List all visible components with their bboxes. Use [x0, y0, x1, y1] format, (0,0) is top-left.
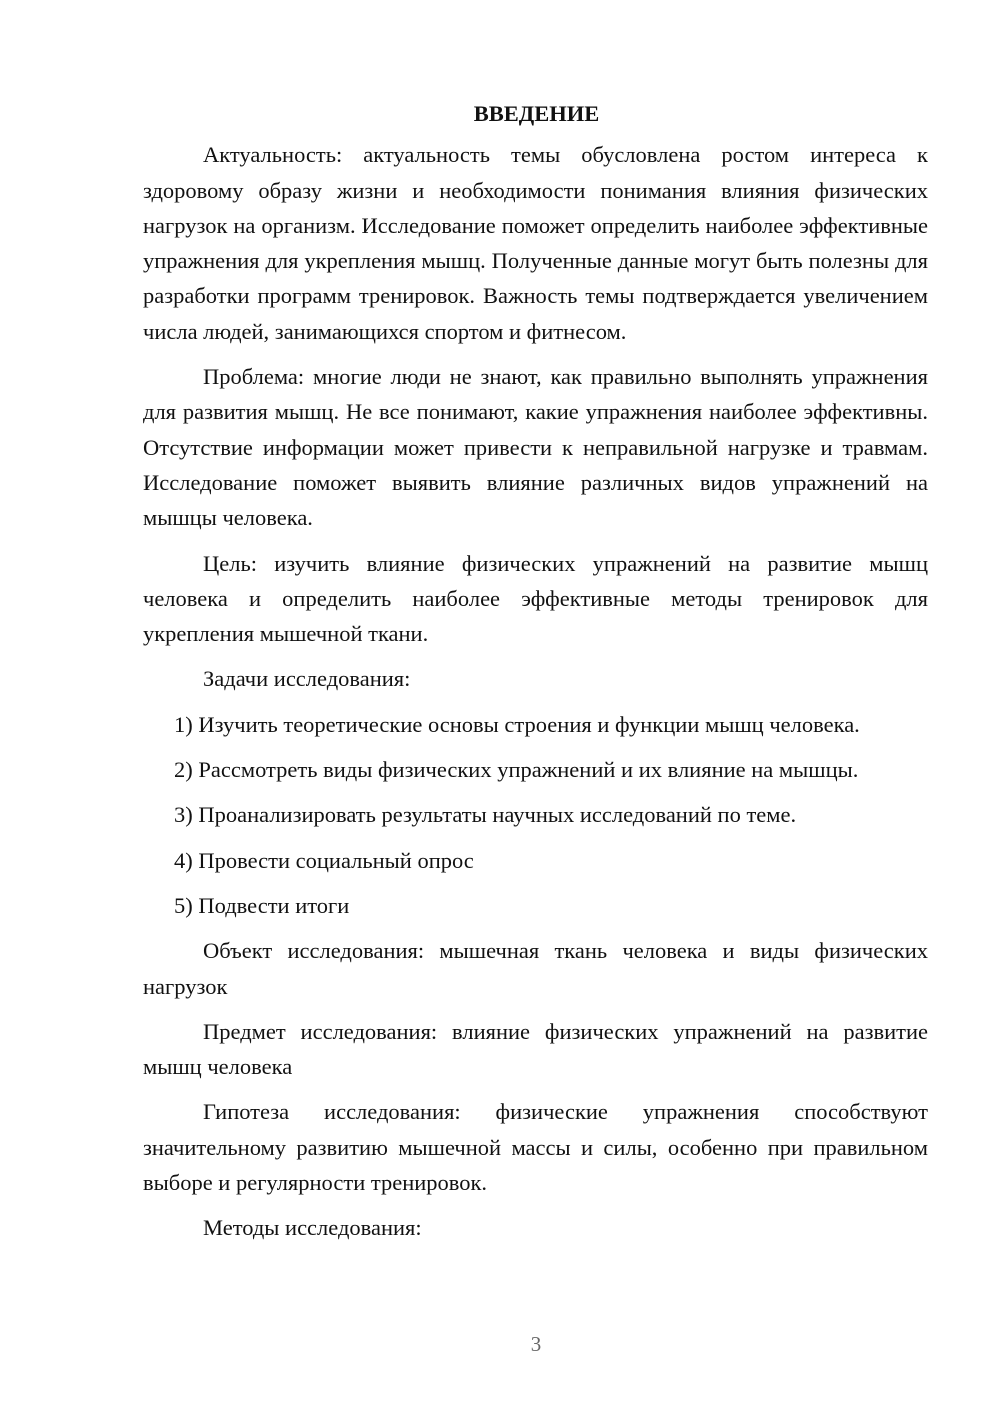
object-paragraph: Объект исследования: мышечная ткань человека и виды физических нагрузок — [143, 938, 928, 999]
page-content — [143, 96, 928, 1256]
tasks-list — [143, 707, 928, 923]
task-item: 4) Провести социальный опрос — [174, 847, 474, 873]
hypothesis-paragraph: Гипотеза исследования: физические упражнения способствуют значительному развитию мышечной массы и силы, особенно при правильном выборе и регулярности тренировок. — [143, 1099, 928, 1196]
task-item: 3) Проанализировать результаты научных исследований по теме. — [174, 802, 797, 828]
page-heading: ВВЕДЕНИЕ — [473, 101, 600, 126]
problem-paragraph: Проблема: многие люди не знают, как правильно выполнять упражнения для развития мышц. Не все понимают, какие упражнения наиболее эффективны. Отсутствие информации может привести к неправильной нагрузке и травмам. Исследование поможет выявить влияние различных видов упражнений на мышцы человека. — [143, 364, 928, 531]
task-item: 2) Рассмотреть виды физических упражнений и их влияние на мышцы. — [174, 757, 859, 783]
relevance-paragraph: Актуальность: актуальность темы обусловлена ростом интереса к здоровому образу жизни и необходимости понимания влияния физических нагрузок на организм. Исследование поможет определить наиболее эффективные упражнения для укрепления мышц. Полученные данные могут быть полезны для разработки программ тренировок. Важность темы подтверждается увеличением числа людей, занимающихся спортом и фитнесом. — [143, 142, 928, 344]
task-item: 5) Подвести итоги — [174, 892, 350, 918]
methods-title: Методы исследования: — [203, 1215, 422, 1241]
tasks-title: Задачи исследования: — [203, 666, 411, 692]
page-number: 3 — [530, 1332, 542, 1356]
subject-paragraph: Предмет исследования: влияние физических упражнений на развитие мышц человека — [143, 1018, 928, 1080]
goal-paragraph: Цель: изучить влияние физических упражнений на развитие мышц человека и определить наиболее эффективные методы тренировок для укрепления мышечной ткани. — [143, 550, 928, 647]
task-item: 1) Изучить теоретические основы строения и функции мышц человека. — [174, 711, 860, 737]
